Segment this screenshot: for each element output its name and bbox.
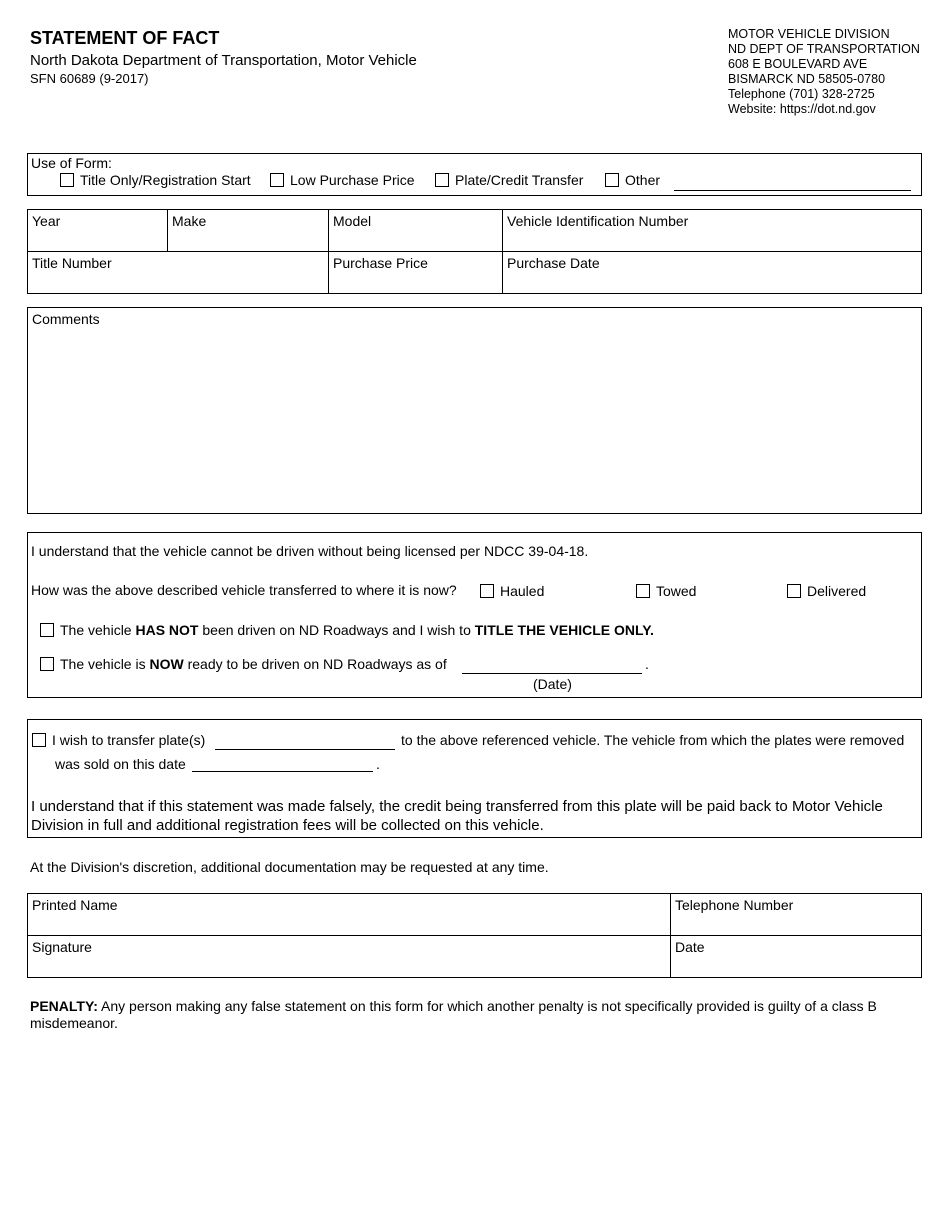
comments-field[interactable] xyxy=(27,307,922,514)
discretion-note: At the Division's discretion, additional documentation may be requested at any time. xyxy=(30,859,549,875)
not-driven-checkbox[interactable] xyxy=(40,623,54,637)
make-field[interactable] xyxy=(168,210,329,252)
agency-line: 608 E BOULEVARD AVE xyxy=(728,57,868,71)
purchase-price-label: Purchase Price xyxy=(333,255,428,271)
license-understanding-text: I understand that the vehicle cannot be driven without being licensed per NDCC 39-04-18. xyxy=(31,543,589,559)
option-delivered xyxy=(787,583,866,599)
option-hauled xyxy=(480,583,544,599)
plate-number-field[interactable] xyxy=(215,749,395,750)
year-label: Year xyxy=(32,213,61,229)
other-checkbox[interactable] xyxy=(605,173,619,187)
agency-line: BISMARCK ND 58505-0780 xyxy=(728,72,886,86)
use-of-form-section xyxy=(27,153,922,196)
form-header xyxy=(30,28,417,86)
vehicle-info-table xyxy=(27,209,922,294)
agency-line: MOTOR VEHICLE DIVISION xyxy=(728,27,890,41)
not-driven-text: The vehicle HAS NOT been driven on ND Roadways and I wish to TITLE THE VEHICLE ONLY. xyxy=(60,622,654,638)
signature-field[interactable] xyxy=(28,936,671,978)
year-field[interactable] xyxy=(28,210,168,252)
option-label: Hauled xyxy=(500,583,545,599)
transfer-question: How was the above described vehicle transferred to where it is now? xyxy=(31,582,457,598)
telephone-label: Telephone Number xyxy=(675,897,794,913)
telephone-field[interactable] xyxy=(671,894,922,936)
option-label: Delivered xyxy=(807,583,867,599)
signature-table xyxy=(27,893,922,978)
delivered-checkbox[interactable] xyxy=(787,584,801,598)
signature-label: Signature xyxy=(32,939,92,955)
driving-section xyxy=(27,532,922,698)
date-caption: (Date) xyxy=(533,676,572,692)
form-title: STATEMENT OF FACT xyxy=(30,28,220,48)
agency-line: ND DEPT OF TRANSPORTATION xyxy=(728,42,920,56)
plate-credit-transfer-checkbox[interactable] xyxy=(435,173,449,187)
sold-date-field[interactable] xyxy=(192,771,373,772)
period: . xyxy=(645,656,649,672)
option-label: Plate/Credit Transfer xyxy=(455,172,584,188)
towed-checkbox[interactable] xyxy=(636,584,650,598)
option-label: Other xyxy=(625,172,661,188)
vin-label: Vehicle Identification Number xyxy=(507,213,689,229)
signature-date-field[interactable] xyxy=(671,936,922,978)
period: . xyxy=(376,756,380,772)
option-other xyxy=(605,172,660,188)
option-label: Title Only/Registration Start xyxy=(80,172,251,188)
option-ready-to-drive xyxy=(40,656,447,672)
model-field[interactable] xyxy=(329,210,503,252)
model-label: Model xyxy=(333,213,372,229)
sold-on-label: was sold on this date xyxy=(55,756,186,772)
option-label: Towed xyxy=(656,583,697,599)
purchase-date-label: Purchase Date xyxy=(507,255,600,271)
transfer-plates-text: I wish to transfer plate(s) xyxy=(52,732,206,748)
option-plate-credit-transfer xyxy=(435,172,583,188)
option-low-purchase-price xyxy=(270,172,415,188)
option-not-driven xyxy=(40,622,654,638)
transfer-plates-checkbox[interactable] xyxy=(32,733,46,747)
department-name: North Dakota Department of Transportation, Motor Vehicle xyxy=(30,52,417,69)
date-label: Date xyxy=(675,939,705,955)
title-number-label: Title Number xyxy=(32,255,112,271)
penalty-notice xyxy=(30,998,910,1032)
penalty-label: PENALTY: xyxy=(30,998,98,1014)
option-label: Low Purchase Price xyxy=(290,172,415,188)
comments-label: Comments xyxy=(32,311,100,327)
printed-name-field[interactable] xyxy=(28,894,671,936)
ready-to-drive-checkbox[interactable] xyxy=(40,657,54,671)
vin-field[interactable] xyxy=(503,210,922,252)
agency-line: Website: https://dot.nd.gov xyxy=(728,102,876,116)
option-title-only xyxy=(60,172,251,188)
agency-address xyxy=(728,27,920,117)
make-label: Make xyxy=(172,213,207,229)
use-of-form-label: Use of Form: xyxy=(31,155,112,171)
other-text-field[interactable] xyxy=(674,190,911,191)
option-transfer-plates xyxy=(32,732,205,748)
plate-transfer-section xyxy=(27,719,922,838)
title-number-field[interactable] xyxy=(28,252,329,294)
ready-to-drive-text: The vehicle is NOW ready to be driven on ND Roadways as of xyxy=(60,656,447,672)
title-only-checkbox[interactable] xyxy=(60,173,74,187)
hauled-checkbox[interactable] xyxy=(480,584,494,598)
printed-name-label: Printed Name xyxy=(32,897,118,913)
agency-line: Telephone (701) 328-2725 xyxy=(728,87,875,101)
penalty-text: Any person making any false statement on this form for which another penalty is not specifically provided is guilty of a class B misdemeanor. xyxy=(30,998,877,1031)
purchase-date-field[interactable] xyxy=(503,252,922,294)
false-statement-text: I understand that if this statement was made falsely, the credit being transferred from this plate will be paid back to Motor Vehicle Division in full and additional registration fees will be collected on this vehicle. xyxy=(31,798,883,834)
purchase-price-field[interactable] xyxy=(329,252,503,294)
transfer-plates-continued: to the above referenced vehicle. The vehicle from which the plates were removed xyxy=(401,732,905,748)
option-towed xyxy=(636,583,696,599)
form-number: SFN 60689 (9-2017) xyxy=(30,71,149,86)
ready-date-field[interactable] xyxy=(462,673,642,674)
low-purchase-price-checkbox[interactable] xyxy=(270,173,284,187)
